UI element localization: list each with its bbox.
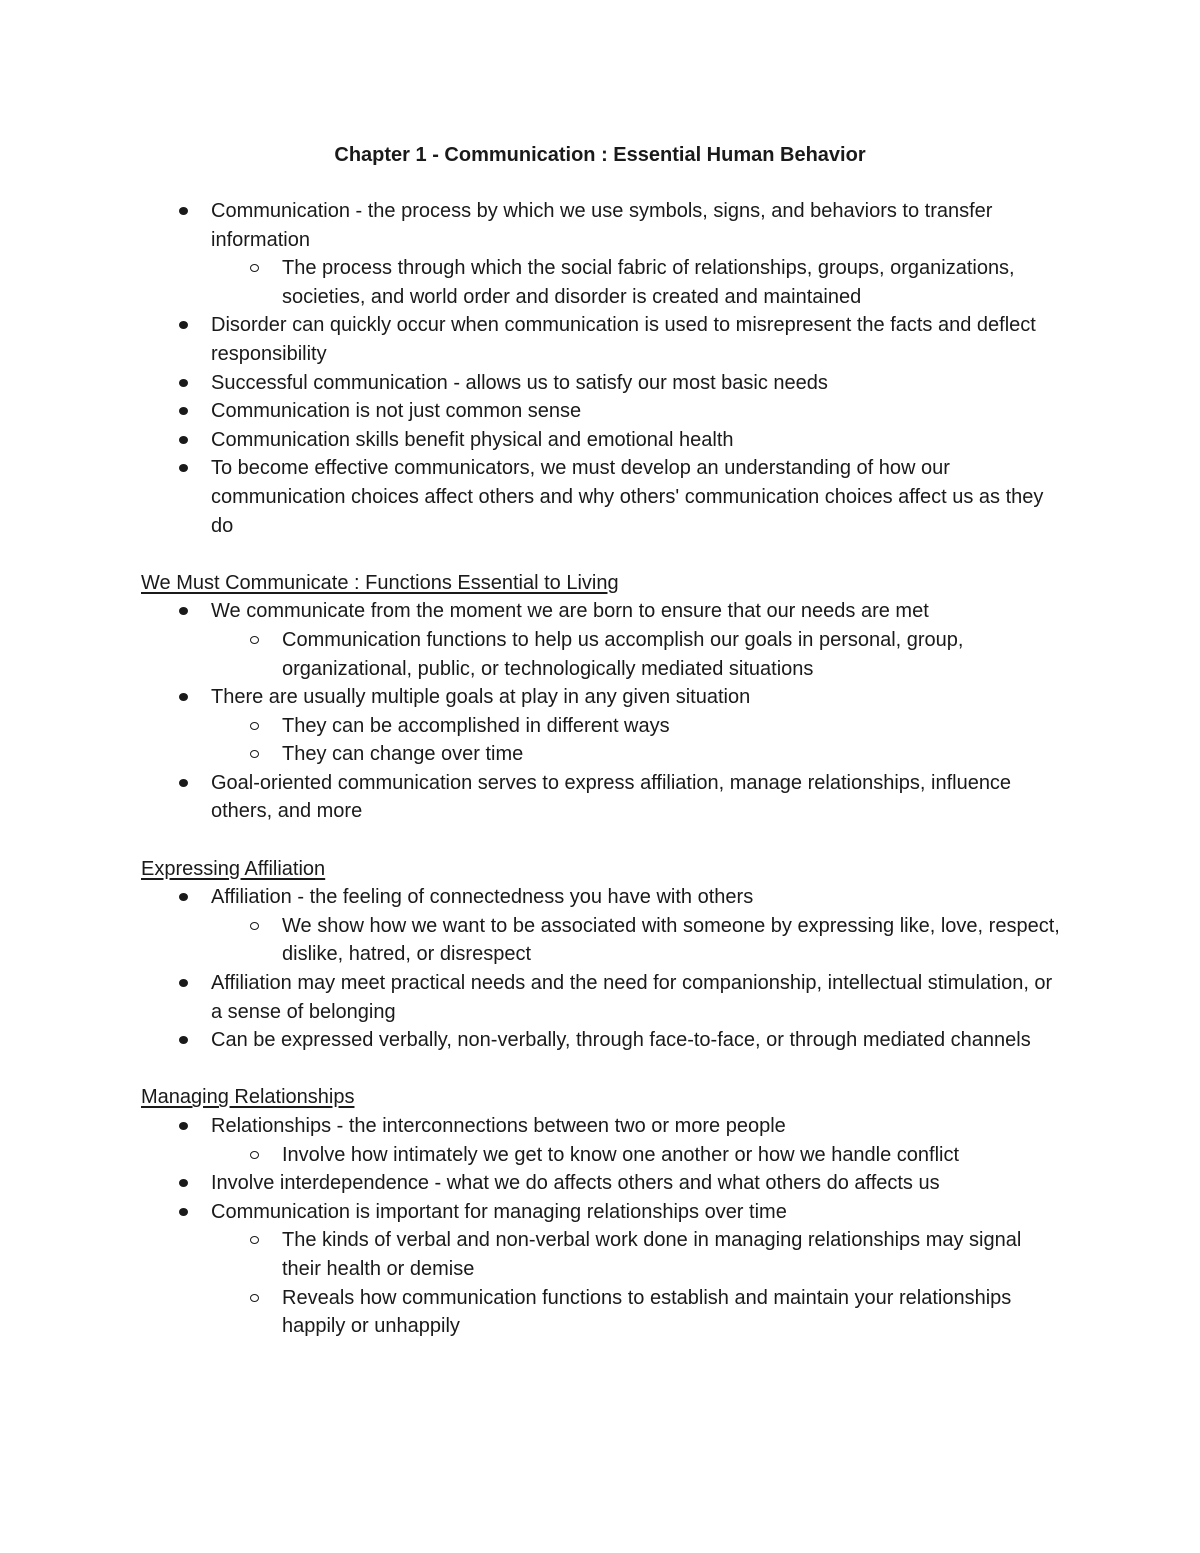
list-item [141,426,1061,455]
bullet-icon [179,979,188,987]
list-item [141,454,1061,540]
bullet-icon [179,1179,188,1187]
list-item [141,254,1061,311]
bullet-icon [179,207,188,215]
bullet-icon [179,1208,188,1216]
list-item-text: Communication - the process by which we use symbols, signs, and behaviors to transfer information [211,200,993,251]
section-functions [141,569,1061,826]
list-item [141,1112,1061,1141]
section-list [141,883,1061,1055]
sub-bullet-icon [250,1294,259,1302]
intro-list [141,197,1061,540]
list-item-text: Can be expressed verbally, non-verbally, through face-to-face, or through mediated channels [211,1029,1031,1052]
list-item [141,712,1061,741]
list-item-text: Communication skills benefit physical and emotional health [211,428,734,451]
list-item [141,197,1061,254]
list-item [141,1284,1061,1341]
list-item [141,1226,1061,1283]
sub-bullet-icon [250,264,259,272]
list-item-text: They can change over time [282,743,524,766]
list-item [141,883,1061,912]
sub-bullet-icon [250,1151,259,1159]
list-item [141,369,1061,398]
list-item [141,912,1061,969]
section-heading: Expressing Affiliation [141,857,326,880]
bullet-icon [179,1122,188,1130]
list-item-text: Reveals how communication functions to establish and maintain your relationships happily or unhappily [282,1286,1012,1338]
list-item [141,397,1061,426]
list-item-text: Involve how intimately we get to know one another or how we handle conflict [282,1143,960,1166]
list-item-text: Goal-oriented communication serves to express affiliation, manage relationships, influence others, and more [211,771,1012,823]
section-list [141,597,1061,826]
page-title: Chapter 1 - Communication : Essential Human Behavior [334,144,866,166]
sub-bullet-icon [250,722,259,730]
list-item-text: There are usually multiple goals at play in any given situation [211,686,751,709]
document-body [141,197,1061,1341]
list-item-text: Affiliation - the feeling of connectedness you have with others [211,886,754,909]
list-item-text: Communication is important for managing relationships over time [211,1200,787,1223]
list-item-text: We show how we want to be associated with someone by expressing like, love, respect, dislike, hatred, or disrespect [282,914,1060,966]
section-heading: We Must Communicate : Functions Essential to Living [141,571,619,594]
list-item [141,740,1061,769]
bullet-icon [179,464,188,472]
list-item [141,311,1061,368]
list-item-text: The process through which the social fabric of relationships, groups, organizations, societies, and world order and disorder is created and maintained [282,257,1015,308]
section-affiliation [141,855,1061,1055]
section-list [141,1112,1061,1341]
list-item [141,769,1061,826]
list-item [141,626,1061,683]
list-item [141,683,1061,712]
list-item-text: Communication functions to help us accomplish our goals in personal, group, organizational, public, or technologically mediated situations [282,628,964,680]
list-item-text: Relationships - the interconnections between two or more people [211,1115,786,1137]
sub-bullet-icon [250,922,259,930]
list-item [141,1026,1061,1055]
bullet-icon [179,407,188,415]
list-item [141,1198,1061,1227]
list-item-text: Disorder can quickly occur when communication is used to misrepresent the facts and deflect responsibility [211,314,1036,365]
bullet-icon [179,436,188,444]
list-item-text: To become effective communicators, we must develop an understanding of how our communication choices affect others and why others' communication choices affect us as they do [211,457,1044,537]
bullet-icon [179,693,188,701]
list-item-text: Involve interdependence - what we do affects others and what others do affects us [211,1172,940,1195]
list-item-text: They can be accomplished in different ways [282,714,670,737]
bullet-icon [179,379,188,387]
sub-bullet-icon [250,1236,259,1244]
list-item [141,969,1061,1026]
list-item [141,1169,1061,1198]
list-item-text: Successful communication - allows us to satisfy our most basic needs [211,371,828,394]
bullet-icon [179,321,188,329]
list-item-text: We communicate from the moment we are born to ensure that our needs are met [211,600,929,623]
bullet-icon [179,893,188,901]
list-item [141,1141,1061,1170]
section-heading: Managing Relationships [141,1086,355,1109]
list-item-text: Communication is not just common sense [211,400,582,423]
sub-bullet-icon [250,636,259,644]
section-relationships [141,1083,1061,1340]
list-item-text: Affiliation may meet practical needs and the need for companionship, intellectual stimulation, or a sense of belonging [211,972,1053,1023]
sub-bullet-icon [250,750,259,758]
bullet-icon [179,1036,188,1044]
list-item-text: The kinds of verbal and non-verbal work done in managing relationships may signal their health or demise [282,1229,1022,1280]
bullet-icon [179,607,188,615]
list-item [141,597,1061,626]
bullet-icon [179,779,188,787]
